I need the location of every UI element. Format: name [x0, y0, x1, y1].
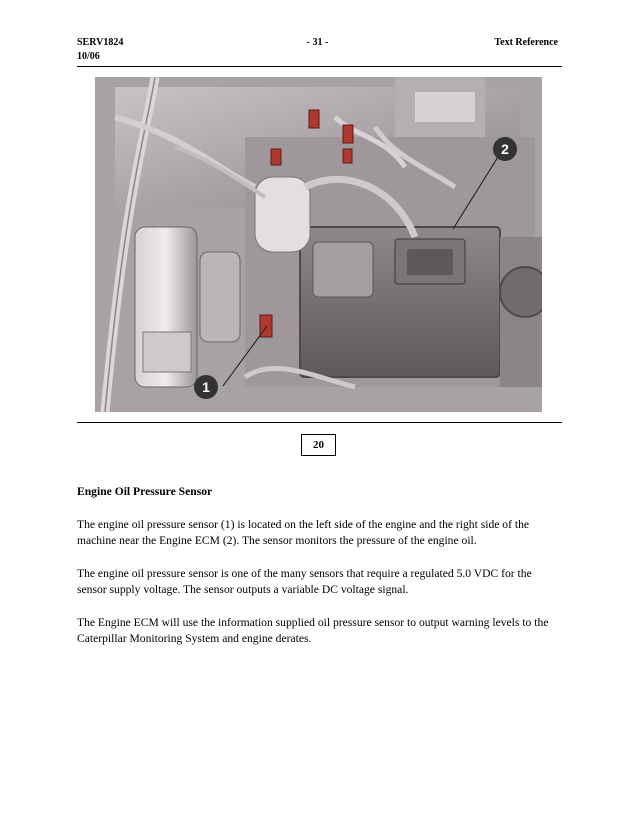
callout-2-badge — [493, 137, 517, 161]
section-heading: Engine Oil Pressure Sensor — [77, 485, 213, 498]
body-content — [77, 484, 562, 664]
paragraph-3: The Engine ECM will use the information supplied oil pressure sensor to output warning levels to the Caterpillar Monitoring System and engine derates. — [77, 615, 549, 645]
page-header — [77, 37, 558, 65]
engine-illustration — [95, 77, 542, 412]
figure-rule — [77, 422, 562, 423]
page-number: - 31 - — [306, 37, 329, 48]
callout-1: 1 — [202, 379, 210, 395]
paragraph-2: The engine oil pressure sensor is one of the many sensors that require a regulated 5.0 VDC for the sensor supply voltage. The sensor outputs a variable DC voltage signal. — [77, 566, 532, 596]
header-rule — [77, 66, 562, 67]
callout-1-badge — [194, 375, 218, 399]
doc-date: 10/06 — [77, 51, 100, 62]
paragraph-1: The engine oil pressure sensor (1) is located on the left side of the engine and the right side of the machine near the Engine ECM (2). The sensor monitors the pressure of the engine oil. — [77, 517, 530, 547]
doc-code: SERV1824 — [77, 37, 124, 48]
figure-number: 20 — [301, 434, 336, 456]
section-title: Text Reference — [494, 37, 558, 48]
callout-2: 2 — [501, 141, 509, 157]
